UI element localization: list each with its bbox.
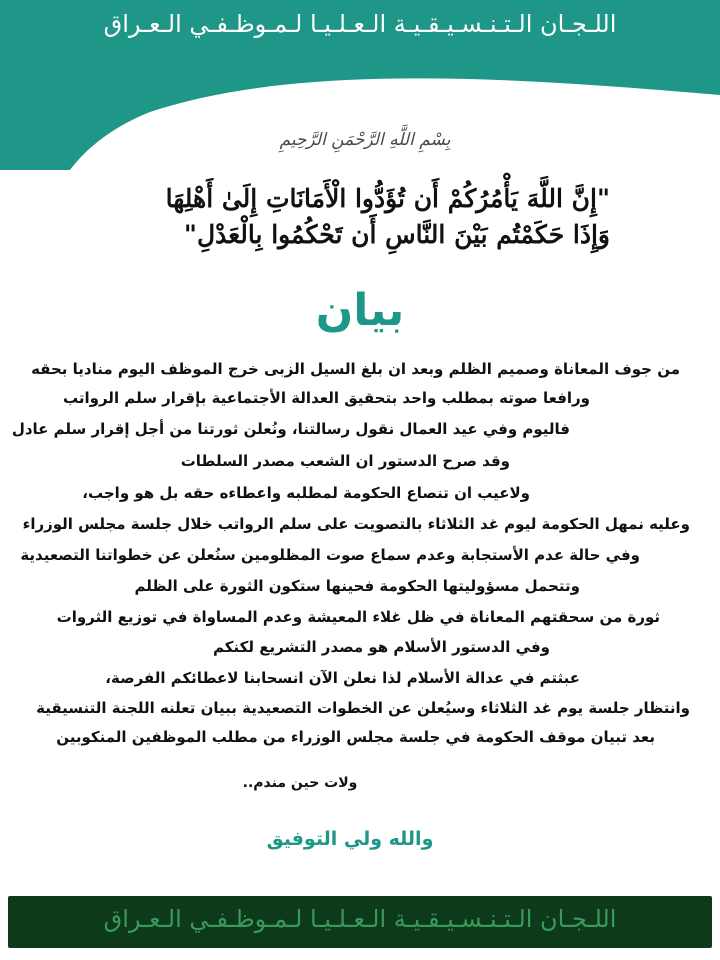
header-title: اللـجـان الـتـنـسـيـقـيـة الـعـلـيـا لـمـوظـفـي الـعـراق — [103, 10, 617, 38]
body-line: بعد تبيان موقف الحكومة في جلسة مجلس الوزراء من مطلب الموظفين المنكوبين — [56, 728, 655, 746]
body-line: وعليه نمهل الحكومة ليوم غد الثلاثاء بالتصويت على سلم الرواتب خلال جلسة مجلس الوزراء — [22, 515, 690, 533]
body-line: عبثتم في عدالة الأسلام لذا نعلن الآن انسحابنا لاعطائكم الفرصة، — [105, 669, 580, 687]
signoff-line: والله ولي التوفيق — [266, 828, 434, 850]
quran-verse-line-1: "إِنَّ اللَّهَ يَأْمُرُكُمْ أَن تُؤَدُّوا الْأَمَانَاتِ إِلَىٰ أَهْلِهَا — [165, 184, 610, 213]
body-line: من جوف المعاناة وصميم الظلم وبعد ان بلغ السيل الزبى خرج الموظف اليوم مناديا بحقه — [31, 360, 680, 378]
body-line: فاليوم وفي عيد العمال نقول رسالتنا، ونُعلن ثورتنا من أجل إقرار سلم عادل — [11, 420, 570, 438]
body-line: وقد صرح الدستور ان الشعب مصدر السلطات — [180, 452, 510, 470]
body-line: ثورة من سحقتهم المعاناة في ظل غلاء المعيشة وعدم المساواة في توزيع الثروات — [56, 608, 660, 626]
body-line: ولاعيب ان تنصاع الحكومة لمطلبه واعطاءه حقه بل هو واجب، — [82, 484, 530, 502]
body-line: وفي الدستور الأسلام هو مصدر التشريع لكنكم — [213, 638, 550, 656]
closing-line: ولات حين مندم.. — [242, 775, 358, 791]
footer-title: اللـجـان الـتـنـسـيـقـيـة الـعـلـيـا لـمـوظـفـي الـعـراق — [103, 905, 617, 933]
statement-title: بيان — [315, 285, 405, 336]
body-line: ورافعا صوته بمطلب واحد بتحقيق العدالة الأجتماعية بإقرار سلم الرواتب — [63, 389, 590, 407]
basmala-calligraphy: بِسْمِ اللَّهِ الرَّحْمَنِ الرَّحِيمِ — [279, 130, 451, 150]
body-line: وتتحمل مسؤوليتها الحكومة فحينها ستكون الثورة على الظلم — [134, 577, 580, 595]
body-line: وانتظار جلسة يوم غد الثلاثاء وسيُعلن عن الخطوات التصعيدية ببيان تعلنه اللجنة التنسيقية — [36, 699, 690, 717]
body-line: وفي حالة عدم الأستجابة وعدم سماع صوت المظلومين سنُعلن عن خطواتنا التصعيدية — [20, 546, 640, 564]
quran-verse-line-2: وَإِذَا حَكَمْتُم بَيْنَ النَّاسِ أَن تَحْكُمُوا بِالْعَدْلِ" — [183, 220, 610, 249]
